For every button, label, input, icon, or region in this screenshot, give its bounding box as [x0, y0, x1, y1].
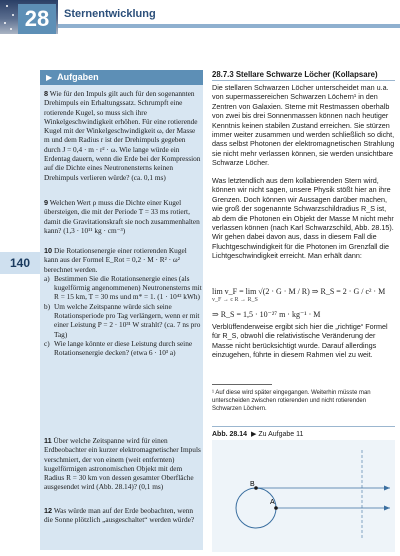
section-paragraph-3: Verblüffenderweise ergibt sich hier die „richtige“ Formel für R_S, obwohl die relativistische Veränderung der Masse nicht berücksichtigt wurde. Darauf allerdings einzugehen, führte in diesem Rahmen viel zu weit. [212, 322, 388, 360]
section-paragraph-2: Was letztendlich aus dem kollabierenden Stern wird, können wir nicht sagen, unsere Physik stößt hier an ihre Grenzen. Doch können wir Aussagen darüber machen, wie groß der sogenannte Schwarzschildradius R_S ist, ab dem die Photonen ein Objekt der Masse M nicht mehr verlassen können (nach Karl Schwarzschild, Abb. 28.15). Wir gehen dabei davon aus, dass in diesem Fall die Fluchtgeschwindigkeit für die Photonen im Grenzfall die Lichtgeschwindigkeit erreicht. Man erhält dann: [212, 176, 394, 261]
section-paragraph-1: Die stellaren Schwarzen Löcher unterscheidet man u.a. von supermassereichen Schwarzen Löchern¹ in den Zentren von Galaxien. Sterne mit Restmassen oberhalb von zwei bis drei Sonnenmassen können nach heutiger Kenntnis keinen stabilen Zustand erreichen. Sie stürzen immer weiter zusammen und werden schließlich so dicht, dass selbst Photonen der elektromagnetischen Strahlung sie nicht mehr verlassen können, sie werden unsichtbare Schwarze Löcher. [212, 83, 395, 168]
figure-caption-text: ▶ Zu Aufgabe 11 [251, 431, 304, 438]
play-triangle-icon: ▶ [46, 73, 53, 82]
exercise-9: 9 Welchen Wert ρ muss die Dichte einer Kugel übersteigen, die mit der Periode T = 33 ms rotiert, damit die Gravitationskraft sie noch zusammenhalten kann? (1,3 · 10¹¹ kg · cm⁻³) [44, 198, 200, 235]
figure-28-14 [212, 440, 395, 552]
exercise-10b: b) Um welche Zeitspanne würde sich seine Rotationsperiode pro Tag verlängern, wenn er mit einer Leistung P = 2 · 10³¹ W strahlt? (ca. 7 ns pro Tag) [44, 301, 201, 339]
figure-caption [212, 430, 303, 438]
point-a-marker [274, 506, 278, 510]
section-title: 28.7.3 Stellare Schwarze Löcher (Kollapsare) [212, 70, 378, 79]
chapter-number: 28 [18, 4, 56, 34]
exercise-12: 12 Was würde man auf der Erde beobachten, wenn die Sonne plötzlich „ausgeschaltet“ werden würde? [44, 506, 195, 525]
exercise-10a: a) Bestimmen Sie die Rotationsenergie eines (als kugelförmig angenommenen) Neutronensterns mit R = 15 km, T = 30 ms und m* = 1. (1 · 10⁴² kWh) [44, 273, 202, 302]
figure-rule [212, 426, 395, 427]
exercise-8: 8 Wie für den Impuls gilt auch für den sogenannten Drehimpuls ein Erhaltungssatz. Schrumpft eine rotierende Kugel, so muss sich ihre Winkelgeschwindigkeit erhöhen. Für eine rotierende Kugel mit der Winkelgeschwindigkeit ω, der Masse m und dem Radius r ist der Drehimpuls gegeben durch J = 0,4 · m · r² · ω. Wie lange würde ein Erdentag dauern, wenn die Erde bei der Kompression auf die Dichte eines Neutronensterns keinen Drehimpuls verlieren würde? (ca. 0,1 ms) [44, 89, 201, 182]
footnote: ¹ Auf diese wird später eingegangen. Weiterhin müsste man unterscheiden zwischen rotierenden und nicht rotierenden Schwarzen Löchern. [212, 390, 371, 412]
exercise-12-text: Was würde man auf der Erde beobachten, wenn die Sonne plötzlich „ausgeschaltet“ werden würde? [44, 506, 195, 525]
exercises-heading-bar [40, 70, 203, 85]
point-b-marker [254, 486, 258, 490]
exercise-10: 10 Die Rotationsenergie einer rotierenden Kugel kann aus der Formel E_Rot = 0,2 · M · R² · ω² berechnet werden. a) Bestimmen Sie die Rotationsenergie eines (als kugelförmig angenommenen) Neutronensterns mit R = 15 km, T = 30 ms und m* = 1. (1 · 10⁴² kWh) b) Um welche Zeitspanne würde sich seine Rotationsperiode pro Tag verlängern, wenn er mit einer Leistung P = 2 · 10³¹ W strahlt? (ca. 7 ns pro Tag) c) Wie lange könnte er diese Leistung durch seine Rotationsenergie decken? (etwa 6 · 10³ a) [44, 246, 202, 358]
exercises-heading: Aufgaben [57, 72, 99, 82]
page-number: 140 [0, 252, 40, 274]
formula-schwarzschild-radius: ⇒ R_S = 1,5 · 10⁻²⁷ m · kg⁻¹ · M [212, 310, 321, 319]
point-b-label: B [250, 481, 255, 488]
section-rule [212, 80, 395, 81]
exercise-11: 11 Über welche Zeitspanne wird für einen Erdbeobachter ein kurzer elektromagnetischer Impuls verschmiert, der von einem (weit entfernten) kugelförmigen astronomischen Objekt mit dem Radius R = 30 km von dessen gesamter Oberfläche ausgesendet wird (Abb. 28.14)? (0,1 ms) [44, 436, 201, 492]
page-header [0, 0, 400, 34]
exercise-8-text: Wie für den Impuls gilt auch für den sogenannten Drehimpuls ein Erhaltungssatz. Schrumpft eine rotierende Kugel, so muss sich ihre Winkelgeschwindigkeit erhöhen. Für eine rotierende Kugel mit der Winkelgeschwindigkeit ω, der Masse m und dem Radius r ist der Drehimpuls gegeben durch J = 0,4 · m · r² · ω. Wie lange würde ein Erdentag dauern, wenn die Erde bei der Kompression auf die Dichte eines Neutronensterns keinen Drehimpuls verlieren würde? (ca. 0,1 ms) [44, 89, 201, 182]
exercise-10-text: Die Rotationsenergie einer rotierenden Kugel kann aus der Formel E_Rot = 0,2 · M · R² · ω² berechnet werden. [44, 246, 187, 274]
formula-schwarzschild-limit: lim v_F = lim √(2 · G · M / R) ⇒ R_S = 2 · G / c² · M [212, 287, 386, 296]
footnote-rule [212, 384, 272, 385]
exercise-9-text: Welchen Wert ρ muss die Dichte einer Kugel übersteigen, die mit der Periode T = 33 ms rotiert, damit die Gravitationskraft sie noch zusammenhalten kann? (1,3 · 10¹¹ kg · cm⁻³) [44, 198, 200, 235]
header-rule [58, 24, 400, 28]
formula-limit-subscripts: v_F → c R → R_S [212, 297, 258, 303]
exercise-10c: c) Wie lange könnte er diese Leistung durch seine Rotationsenergie decken? (etwa 6 · 10³ a) [44, 338, 193, 358]
exercise-11-text: Über welche Zeitspanne wird für einen Erdbeobachter ein kurzer elektromagnetischer Impuls verschmiert, der von einem (weit entfernten) kugelförmigen astronomischen Objekt mit dem Radius R = 30 km von dessen gesamter Oberfläche ausgesendet wird (Abb. 28.14)? (0,1 ms) [44, 436, 201, 492]
figure-label: Abb. 28.14 [212, 431, 248, 438]
point-a-label: A [270, 499, 275, 506]
chapter-title: Sternentwicklung [64, 8, 156, 20]
